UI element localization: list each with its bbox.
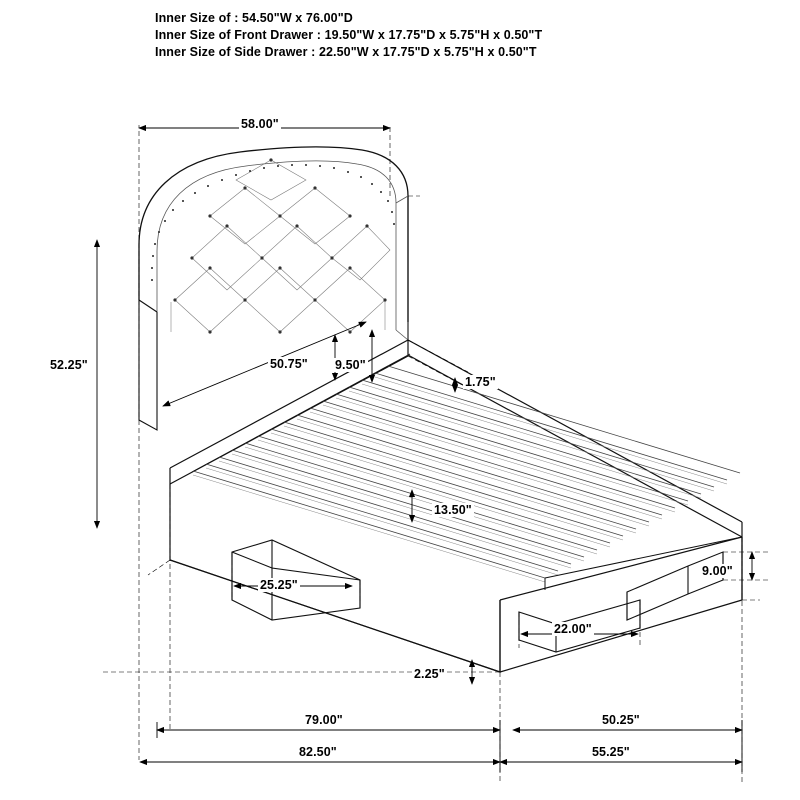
dim-headboard-height: 50.75" [270,357,308,371]
dim-floor-clearance: 2.25" [414,667,445,681]
dim-side-drawer-width: 25.25" [260,578,298,592]
dim-bed-length-inner: 79.00" [305,713,343,727]
spec-line-side-drawer: Inner Size of Side Drawer : 22.50"W x 17.75"D x 5.75"H x 0.50"T [155,45,537,59]
dim-drawer-height: 9.00" [702,564,733,578]
headboard-outline [139,147,408,430]
bed-slats [193,366,740,578]
dim-front-drawer-width: 22.00" [554,622,592,636]
nailhead-trim [151,164,395,281]
dim-headboard-panel: 9.50" [335,358,366,372]
spec-line-inner-size: Inner Size of : 54.50"W x 76.00"D [155,11,353,25]
dim-deck-height: 13.50" [434,503,472,517]
bed-slats-shadow [193,377,727,582]
extension-lines [100,125,768,782]
spec-line-front-drawer: Inner Size of Front Drawer : 19.50"W x 17.75"D x 5.75"H x 0.50"T [155,28,543,42]
dim-headboard-width: 58.00" [241,117,279,131]
dim-bed-width-inner: 50.25" [602,713,640,727]
dim-slat-thickness: 1.75" [465,375,496,389]
dim-overall-height: 52.25" [50,358,88,372]
dim-bed-width-outer: 55.25" [592,745,630,759]
dim-bed-length-outer: 82.50" [299,745,337,759]
headboard-tufting [171,160,390,332]
